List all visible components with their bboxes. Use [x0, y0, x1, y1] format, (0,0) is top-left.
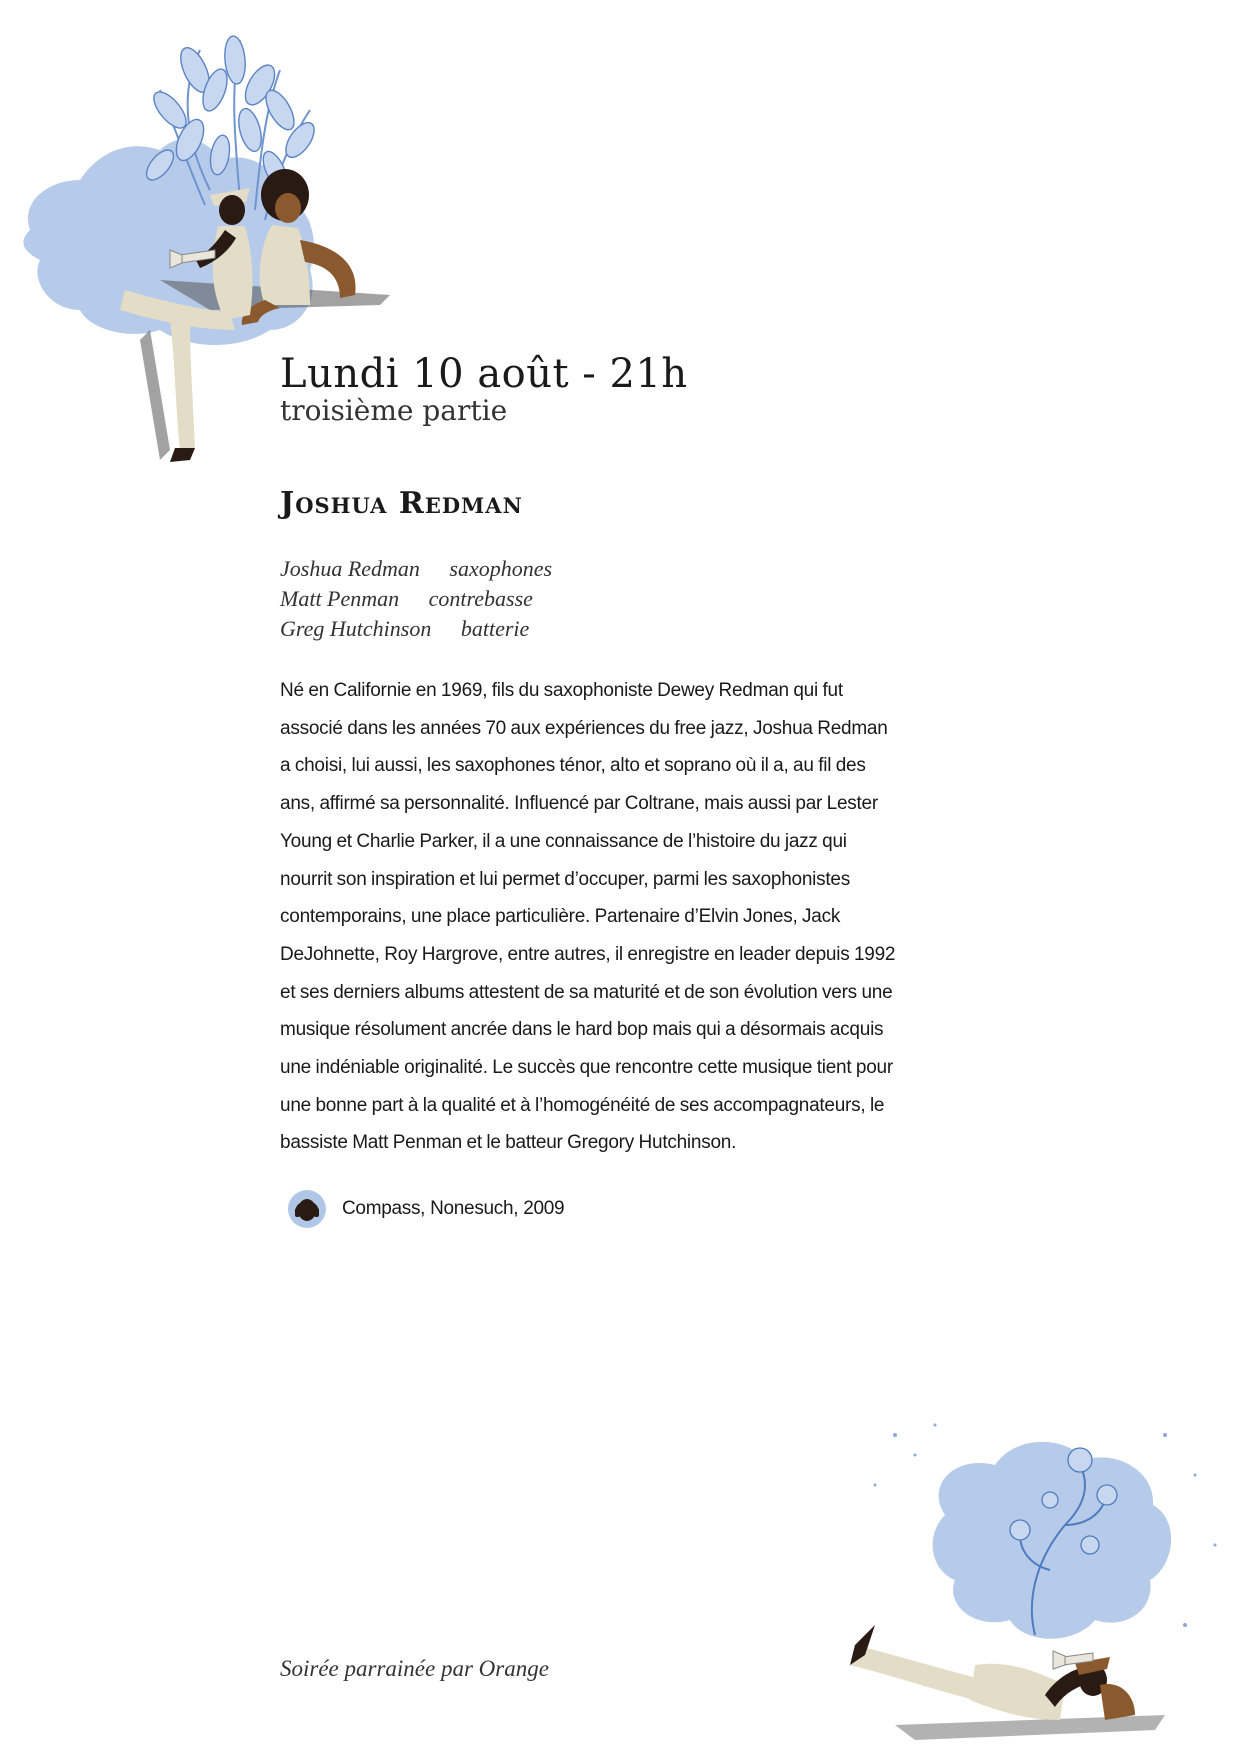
event-subtitle: troisième partie: [280, 394, 508, 427]
album-label: Compass, Nonesuch, 2009: [342, 1198, 565, 1219]
instrument-name: batterie: [460, 616, 530, 641]
lineup-row: [280, 584, 552, 614]
lineup-row: [280, 614, 552, 644]
album-reference: [286, 1188, 564, 1230]
musician-name: Matt Penman: [280, 586, 400, 611]
event-date-title: Lundi 10 août - 21h: [280, 351, 688, 397]
sponsor-note: Soirée parrainée par Orange: [280, 1656, 549, 1681]
musician-name: Greg Hutchinson: [280, 616, 432, 641]
lineup-list: [280, 554, 552, 644]
reclining-trumpeter-illustration: [835, 1395, 1235, 1750]
musician-name: Joshua Redman: [280, 556, 420, 581]
artist-name: Joshua Redman: [280, 486, 523, 521]
instrument-name: saxophones: [449, 556, 553, 581]
headphones-icon: [286, 1188, 328, 1230]
event-header: [280, 352, 688, 426]
lineup-row: [280, 554, 552, 584]
instrument-name: contrebasse: [428, 586, 533, 611]
artist-biography: Né en Californie en 1969, fils du saxophoniste Dewey Redman qui fut associé dans les années 70 aux expériences du free jazz, Joshua Redman a choisi, lui aussi, les saxophones ténor, alto et soprano où il a, au fil des ans, affirmé sa personnalité. Influencé par Coltrane, mais aussi par Lester Young et Charlie Parker, il a une connaissance de l’histoire du jazz qui nourrit son inspiration et lui permet d’occuper, parmi les saxophonistes contemporains, une place particulière. Partenaire d’Elvin Jones, Jack DeJohnette, Roy Hargrove, entre autres, il enregistre en leader depuis 1992 et ses derniers albums attestent de sa maturité et de son évolution vers une musique résolument ancrée dans le hard bop mais qui a désormais acquis une indéniable originalité. Le succès que rencontre cette musique tient pour une bonne part à la qualité et à l’homogénéité de ses accompagnateurs, le bassiste Matt Penman et le batteur Gregory Hutchinson.: [280, 680, 896, 1154]
